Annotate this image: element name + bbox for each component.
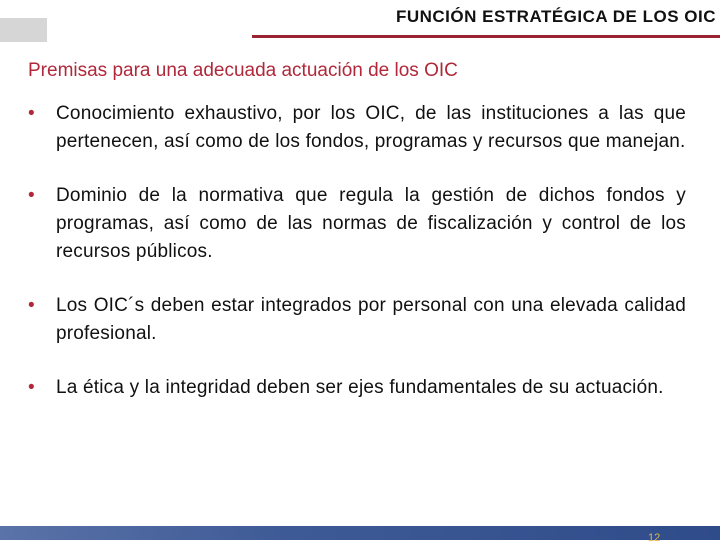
footer-bar — [0, 526, 720, 540]
slide-subtitle: Premisas para una adecuada actuación de los OIC — [28, 60, 458, 81]
bullet-list — [28, 100, 686, 402]
bullet-icon: • — [28, 377, 35, 398]
bullet-icon: • — [28, 185, 35, 206]
page-number: 12 — [648, 532, 661, 544]
bullet-icon: • — [28, 295, 35, 316]
bullet-icon: • — [28, 103, 35, 124]
bullet-item — [28, 100, 686, 156]
bullet-item — [28, 374, 686, 402]
bullet-text: Conocimiento exhaustivo, por los OIC, de las instituciones a las que pertenecen, así como de los fondos, programas y recursos que manejan. — [56, 103, 686, 152]
logo-placeholder — [0, 18, 47, 42]
bullet-text: Los OIC´s deben estar integrados por personal con una elevada calidad profesional. — [56, 295, 686, 344]
bullet-item — [28, 182, 686, 266]
bullet-text: Dominio de la normativa que regula la gestión de dichos fondos y programas, así como de las normas de fiscalización y control de los recursos públicos. — [56, 185, 686, 262]
bullet-item — [28, 292, 686, 348]
page-title: FUNCIÓN ESTRATÉGICA DE LOS OIC — [395, 7, 716, 26]
header-rule — [252, 35, 720, 38]
bullet-text: La ética y la integridad deben ser ejes fundamentales de su actuación. — [56, 377, 664, 398]
